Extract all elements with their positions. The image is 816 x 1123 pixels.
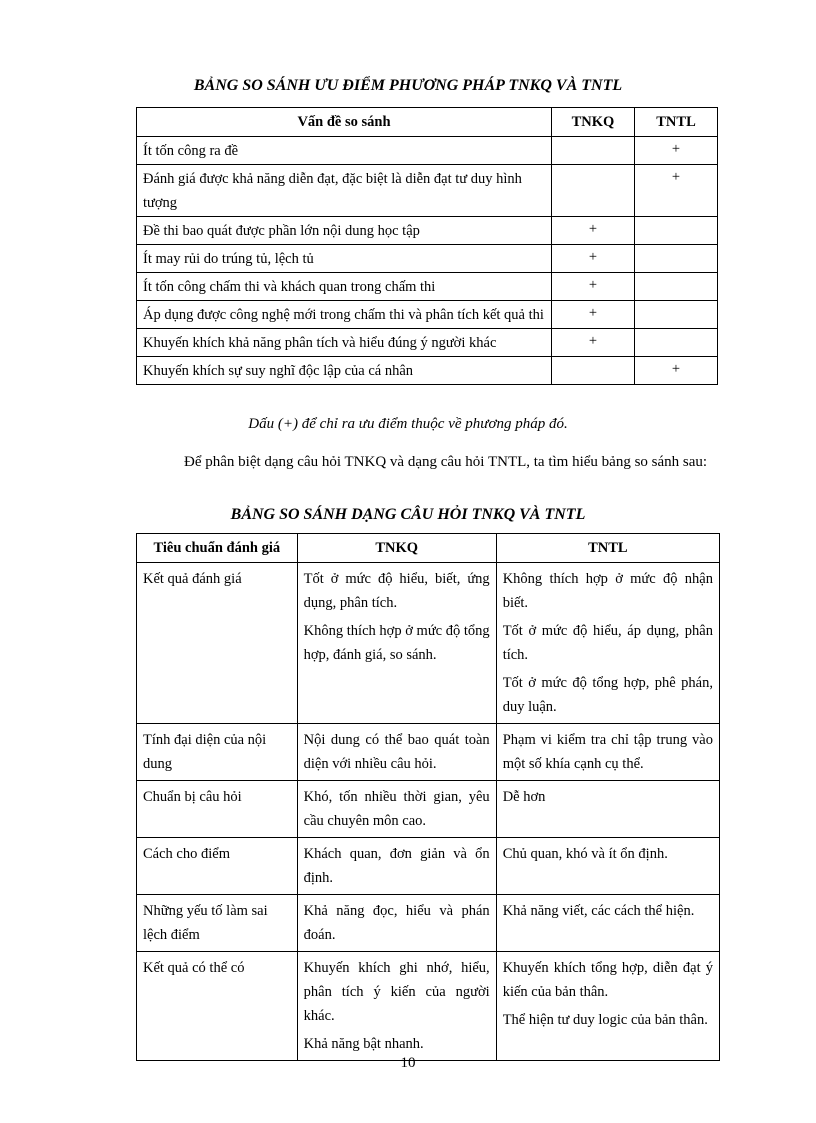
table-row xyxy=(137,952,720,1061)
cell-paragraph: Không thích hợp ở mức độ tổng hợp, đánh giá, so sánh. xyxy=(303,623,490,663)
cell-paragraph: Nội dung có thể bao quát toàn diện với nhiều câu hỏi. xyxy=(303,732,490,772)
table-header-row xyxy=(137,534,720,563)
table1-note: Dấu (+) để chỉ ra ưu điểm thuộc về phương pháp đó. xyxy=(248,416,568,432)
table2-title: BẢNG SO SÁNH DẠNG CÂU HỎI TNKQ VÀ TNTL xyxy=(230,506,586,523)
table-row xyxy=(137,245,718,273)
tnkq-mark: + xyxy=(552,245,635,273)
table-row xyxy=(137,301,718,329)
cell-paragraph: Khách quan, đơn giản và ổn định. xyxy=(303,846,490,886)
criterion-cell: Ít tốn công chấm thi và khách quan trong chấm thi xyxy=(137,273,552,301)
table-row xyxy=(137,895,720,952)
tnkq-mark: + xyxy=(552,217,635,245)
table-row xyxy=(137,563,720,724)
tntl-cell xyxy=(496,895,719,952)
criterion-cell: Chuẩn bị câu hỏi xyxy=(137,781,298,838)
tntl-cell xyxy=(496,724,719,781)
cell-paragraph: Phạm vi kiểm tra chỉ tập trung vào một số khía cạnh cụ thể. xyxy=(502,732,713,772)
tntl-cell xyxy=(496,563,719,724)
header-criterion: Tiêu chuẩn đánh giá xyxy=(137,534,298,563)
table-header-row xyxy=(137,108,718,137)
tntl-mark: + xyxy=(635,357,718,385)
tnkq-mark: + xyxy=(552,329,635,357)
tnkq-mark: + xyxy=(552,273,635,301)
criterion-cell: Những yếu tố làm sai lệch điểm xyxy=(137,895,298,952)
cell-paragraph: Khả năng viết, các cách thể hiện. xyxy=(502,903,695,919)
tntl-mark xyxy=(635,329,718,357)
cell-paragraph: Khả năng bật nhanh. xyxy=(303,1036,424,1052)
criterion-cell: Ít tốn công ra đề xyxy=(137,137,552,165)
criterion-cell: Khuyến khích sự suy nghĩ độc lập của cá nhân xyxy=(137,357,552,385)
cell-paragraph: Khuyến khích tổng hợp, diễn đạt ý kiến của bản thân. xyxy=(502,960,713,1000)
tnkq-mark: + xyxy=(552,301,635,329)
criterion-cell: Cách cho điểm xyxy=(137,838,298,895)
criterion-cell: Áp dụng được công nghệ mới trong chấm thi và phân tích kết quả thi xyxy=(137,301,552,329)
tnkq-mark xyxy=(552,137,635,165)
criterion-cell: Kết quả có thể có xyxy=(137,952,298,1061)
tnkq-cell xyxy=(297,895,496,952)
tnkq-mark xyxy=(552,357,635,385)
header-tnkq: TNKQ xyxy=(552,108,635,137)
page-number: 10 xyxy=(400,1055,416,1071)
criterion-cell: Khuyến khích khả năng phân tích và hiểu đúng ý người khác xyxy=(137,329,552,357)
tntl-mark: + xyxy=(635,137,718,165)
cell-paragraph: Khó, tốn nhiều thời gian, yêu cầu chuyên môn cao. xyxy=(303,789,490,829)
advantage-comparison-table xyxy=(136,107,718,385)
tntl-mark xyxy=(635,217,718,245)
table1-title: BẢNG SO SÁNH ƯU ĐIỂM PHƯƠNG PHÁP TNKQ VÀ TNTL xyxy=(193,77,623,94)
tnkq-cell xyxy=(297,838,496,895)
tntl-cell xyxy=(496,838,719,895)
intro-paragraph: Để phân biệt dạng câu hỏi TNKQ và dạng câu hỏi TNTL, ta tìm hiểu bảng so sánh sau: xyxy=(184,454,708,470)
criterion-cell: Đề thi bao quát được phần lớn nội dung học tập xyxy=(137,217,552,245)
table-row xyxy=(137,724,720,781)
tntl-cell xyxy=(496,781,719,838)
tnkq-cell xyxy=(297,952,496,1061)
table-row xyxy=(137,357,718,385)
question-type-comparison-table xyxy=(136,533,720,1061)
table-row xyxy=(137,329,718,357)
cell-paragraph: Tốt ở mức độ hiểu, biết, ứng dụng, phân tích. xyxy=(303,571,490,611)
table-row xyxy=(137,217,718,245)
cell-paragraph: Dễ hơn xyxy=(502,789,546,805)
header-issue: Vấn đề so sánh xyxy=(137,108,552,137)
tntl-mark xyxy=(635,245,718,273)
criterion-cell: Đánh giá được khả năng diễn đạt, đặc biệt là diễn đạt tư duy hình tượng xyxy=(137,165,552,217)
header-tntl: TNTL xyxy=(635,108,718,137)
table-row xyxy=(137,273,718,301)
criterion-cell: Ít may rủi do trúng tủ, lệch tủ xyxy=(137,245,552,273)
header-tntl: TNTL xyxy=(496,534,719,563)
cell-paragraph: Không thích hợp ở mức độ nhận biết. xyxy=(502,571,713,611)
cell-paragraph: Thể hiện tư duy logic của bản thân. xyxy=(502,1012,708,1028)
table-row xyxy=(137,137,718,165)
tntl-mark xyxy=(635,301,718,329)
criterion-cell: Kết quả đánh giá xyxy=(137,563,298,724)
tnkq-cell xyxy=(297,563,496,724)
tnkq-cell xyxy=(297,781,496,838)
tntl-mark xyxy=(635,273,718,301)
header-tnkq: TNKQ xyxy=(297,534,496,563)
table-row xyxy=(137,781,720,838)
tntl-mark: + xyxy=(635,165,718,217)
cell-paragraph: Tốt ở mức độ tổng hợp, phê phán, duy luận. xyxy=(502,675,713,715)
cell-paragraph: Khuyến khích ghi nhớ, hiểu, phân tích ý kiến của người khác. xyxy=(303,960,490,1024)
criterion-cell: Tính đại diện của nội dung xyxy=(137,724,298,781)
cell-paragraph: Khả năng đọc, hiểu và phán đoán. xyxy=(303,903,490,943)
table-row xyxy=(137,165,718,217)
cell-paragraph: Chủ quan, khó và ít ổn định. xyxy=(502,846,668,862)
table-row xyxy=(137,838,720,895)
tntl-cell xyxy=(496,952,719,1061)
cell-paragraph: Tốt ở mức độ hiểu, áp dụng, phân tích. xyxy=(502,623,713,663)
tnkq-mark xyxy=(552,165,635,217)
tnkq-cell xyxy=(297,724,496,781)
